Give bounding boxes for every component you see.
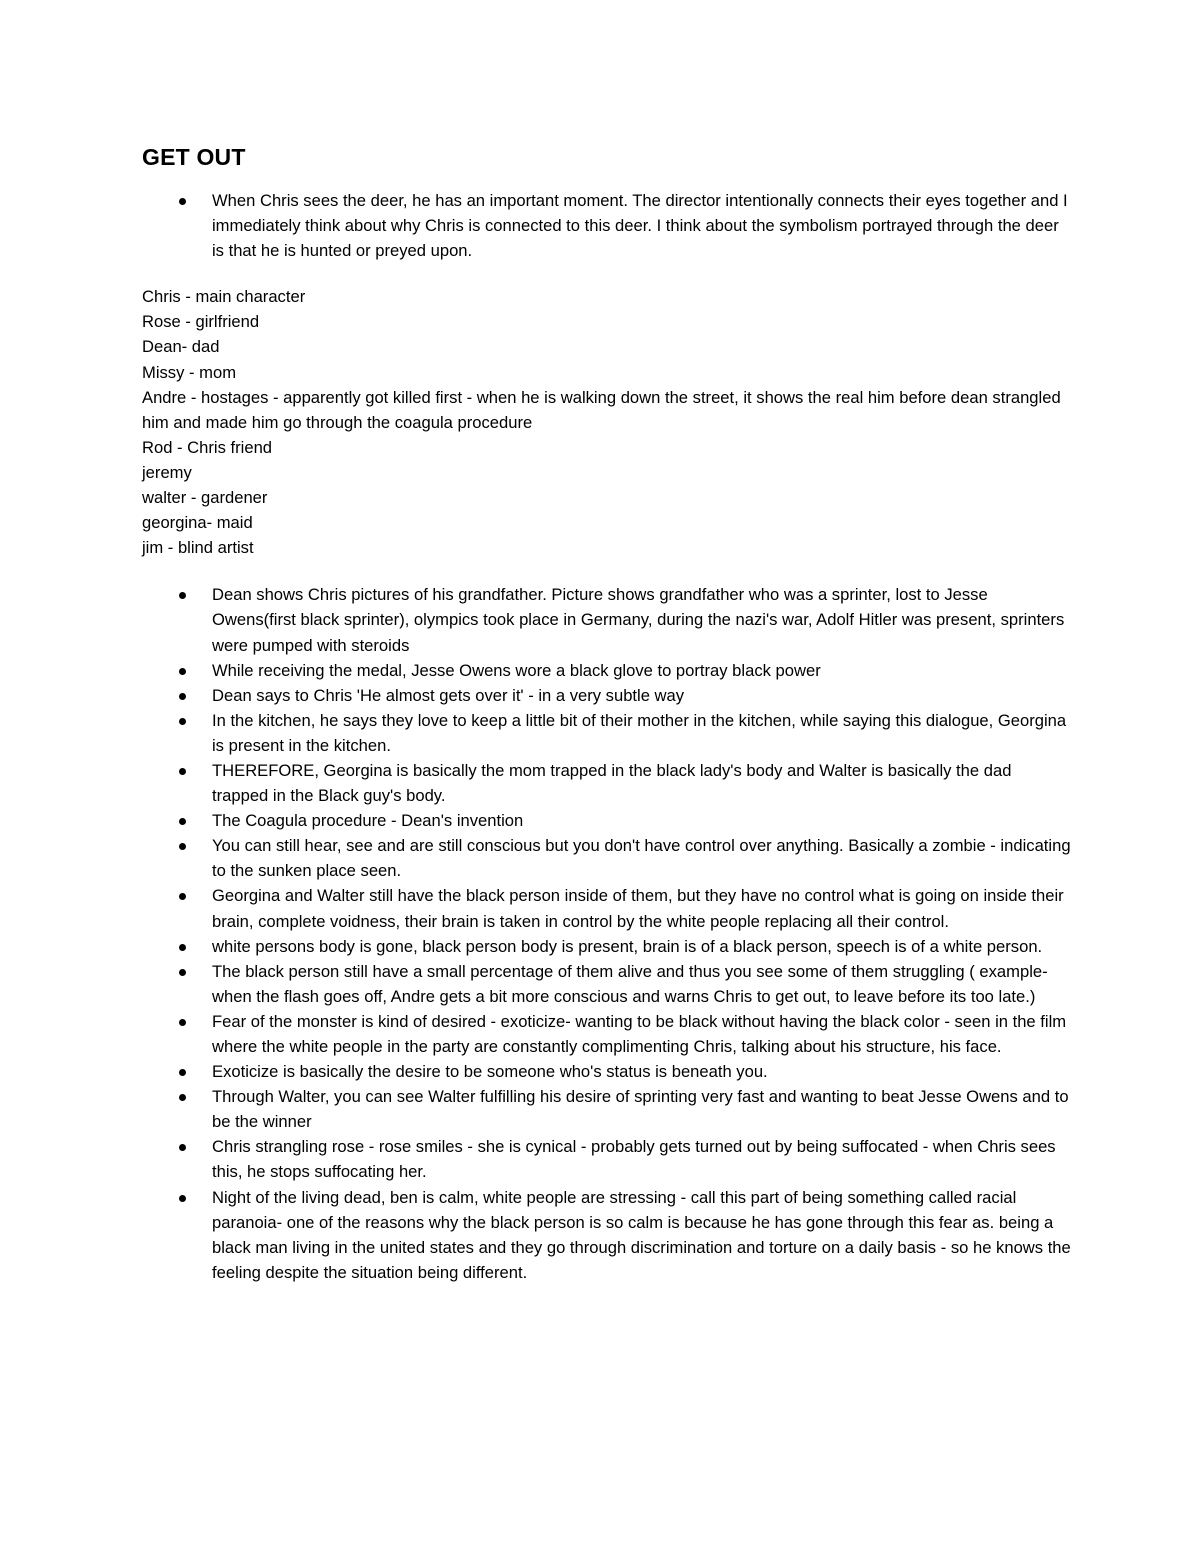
list-item-text: The Coagula procedure - Dean's invention (212, 811, 524, 831)
list-item-text: Fear of the monster is kind of desired - exoticize- wanting to be black without having the black color - seen in the film where the white people in the party are constantly complimenting Chris, talking about his structure, his face. (212, 1011, 1067, 1056)
character-list (142, 284, 1072, 560)
bullet-dot-icon (179, 1144, 186, 1151)
character-line: georgina- maid (142, 513, 253, 533)
bullet-dot-icon (179, 1195, 186, 1202)
list-item (142, 658, 1072, 683)
character-line: Dean- dad (142, 337, 220, 357)
bullet-dot-icon (179, 969, 186, 976)
bullet-dot-icon (179, 1069, 186, 1076)
bullet-dot-icon (179, 718, 186, 725)
list-item-text: THEREFORE, Georgina is basically the mom trapped in the black lady's body and Walter is basically the dad trapped in the Black guy's body. (212, 760, 1012, 806)
list-item-text: Dean says to Chris 'He almost gets over it' - in a very subtle way (212, 685, 685, 705)
list-item (142, 883, 1072, 933)
list-item (142, 582, 1072, 657)
list-item-text: When Chris sees the deer, he has an important moment. The director intentionally connects their eyes together and I immediately think about why Chris is connected to this deer. I think about the symbolism portrayed through the deer is that he is hunted or preyed upon. (212, 191, 1068, 261)
list-item (142, 758, 1072, 808)
list-item-text: You can still hear, see and are still conscious but you don't have control over anything. Basically a zombie - indicating to the sunken place seen. (212, 836, 1071, 881)
list-item-text: The black person still have a small percentage of them alive and thus you see some of them struggling ( example- when the flash goes off, Andre gets a bit more conscious and warns Chris to get out, to leave before its too late.) (212, 961, 1048, 1006)
list-item (142, 1185, 1072, 1285)
bullet-dot-icon (179, 944, 186, 951)
document-title: GET OUT (142, 144, 246, 170)
character-line: Rose - girlfriend (142, 312, 260, 332)
list-item (142, 1084, 1072, 1134)
list-item-text: Georgina and Walter still have the black person inside of them, but they have no control what is going on inside their brain, complete voidness, their brain is taken in control by the white people replacing all their control. (212, 886, 1064, 931)
list-item-text: white persons body is gone, black person body is present, brain is of a black person, speech is of a white person. (212, 936, 1043, 956)
bullet-dot-icon (179, 668, 186, 675)
character-line: jeremy (142, 462, 192, 482)
list-item (142, 934, 1072, 959)
list-item (142, 1009, 1072, 1059)
character-line: Missy - mom (142, 362, 237, 382)
list-item (142, 683, 1072, 708)
list-item (142, 1059, 1072, 1084)
bullet-dot-icon (179, 893, 186, 900)
character-line: jim - blind artist (142, 538, 254, 558)
list-item-text: Through Walter, you can see Walter fulfilling his desire of sprinting very fast and wanting to beat Jesse Owens and to be the winner (212, 1087, 1069, 1132)
bullet-dot-icon (179, 768, 186, 775)
character-line: Andre - hostages - apparently got killed first - when he is walking down the street, it shows the real him before dean strangled him and made him go through the coagula procedure (142, 387, 1061, 432)
list-item-text: While receiving the medal, Jesse Owens wore a black glove to portray black power (212, 660, 821, 680)
intro-bullet-list (142, 188, 1072, 263)
list-item (142, 959, 1072, 1009)
bullet-dot-icon (179, 592, 186, 599)
list-item (142, 1134, 1072, 1184)
list-item-text: In the kitchen, he says they love to keep a little bit of their mother in the kitchen, while saying this dialogue, Georgina is present in the kitchen. (212, 710, 1067, 755)
bullet-dot-icon (179, 818, 186, 825)
list-item (142, 808, 1072, 833)
list-item (142, 188, 1072, 263)
list-item (142, 833, 1072, 883)
character-line: walter - gardener (142, 488, 268, 508)
bullet-dot-icon (179, 843, 186, 850)
bullet-dot-icon (179, 198, 186, 205)
list-item-text: Dean shows Chris pictures of his grandfather. Picture shows grandfather who was a sprinter, lost to Jesse Owens(first black sprinter), olympics took place in Germany, during the nazi's war, Adolf Hitler was present, sprinters were pumped with steroids (212, 585, 1065, 655)
notes-bullet-list (142, 582, 1072, 1285)
bullet-dot-icon (179, 693, 186, 700)
character-line: Rod - Chris friend (142, 437, 273, 457)
character-line: Chris - main character (142, 287, 306, 307)
list-item-text: Chris strangling rose - rose smiles - she is cynical - probably gets turned out by being suffocated - when Chris sees this, he stops suffocating her. (212, 1137, 1056, 1182)
document-page (142, 140, 1072, 1285)
list-item (142, 708, 1072, 758)
bullet-dot-icon (179, 1019, 186, 1026)
list-item-text: Exoticize is basically the desire to be someone who's status is beneath you. (212, 1062, 768, 1082)
list-item-text: Night of the living dead, ben is calm, white people are stressing - call this part of being something called racial paranoia- one of the reasons why the black person is so calm is because he has gone through this fear as. being a black man living in the united states and they go through discrimination and torture on a daily basis - so he knows the feeling despite the situation being different. (212, 1187, 1071, 1282)
bullet-dot-icon (179, 1094, 186, 1101)
